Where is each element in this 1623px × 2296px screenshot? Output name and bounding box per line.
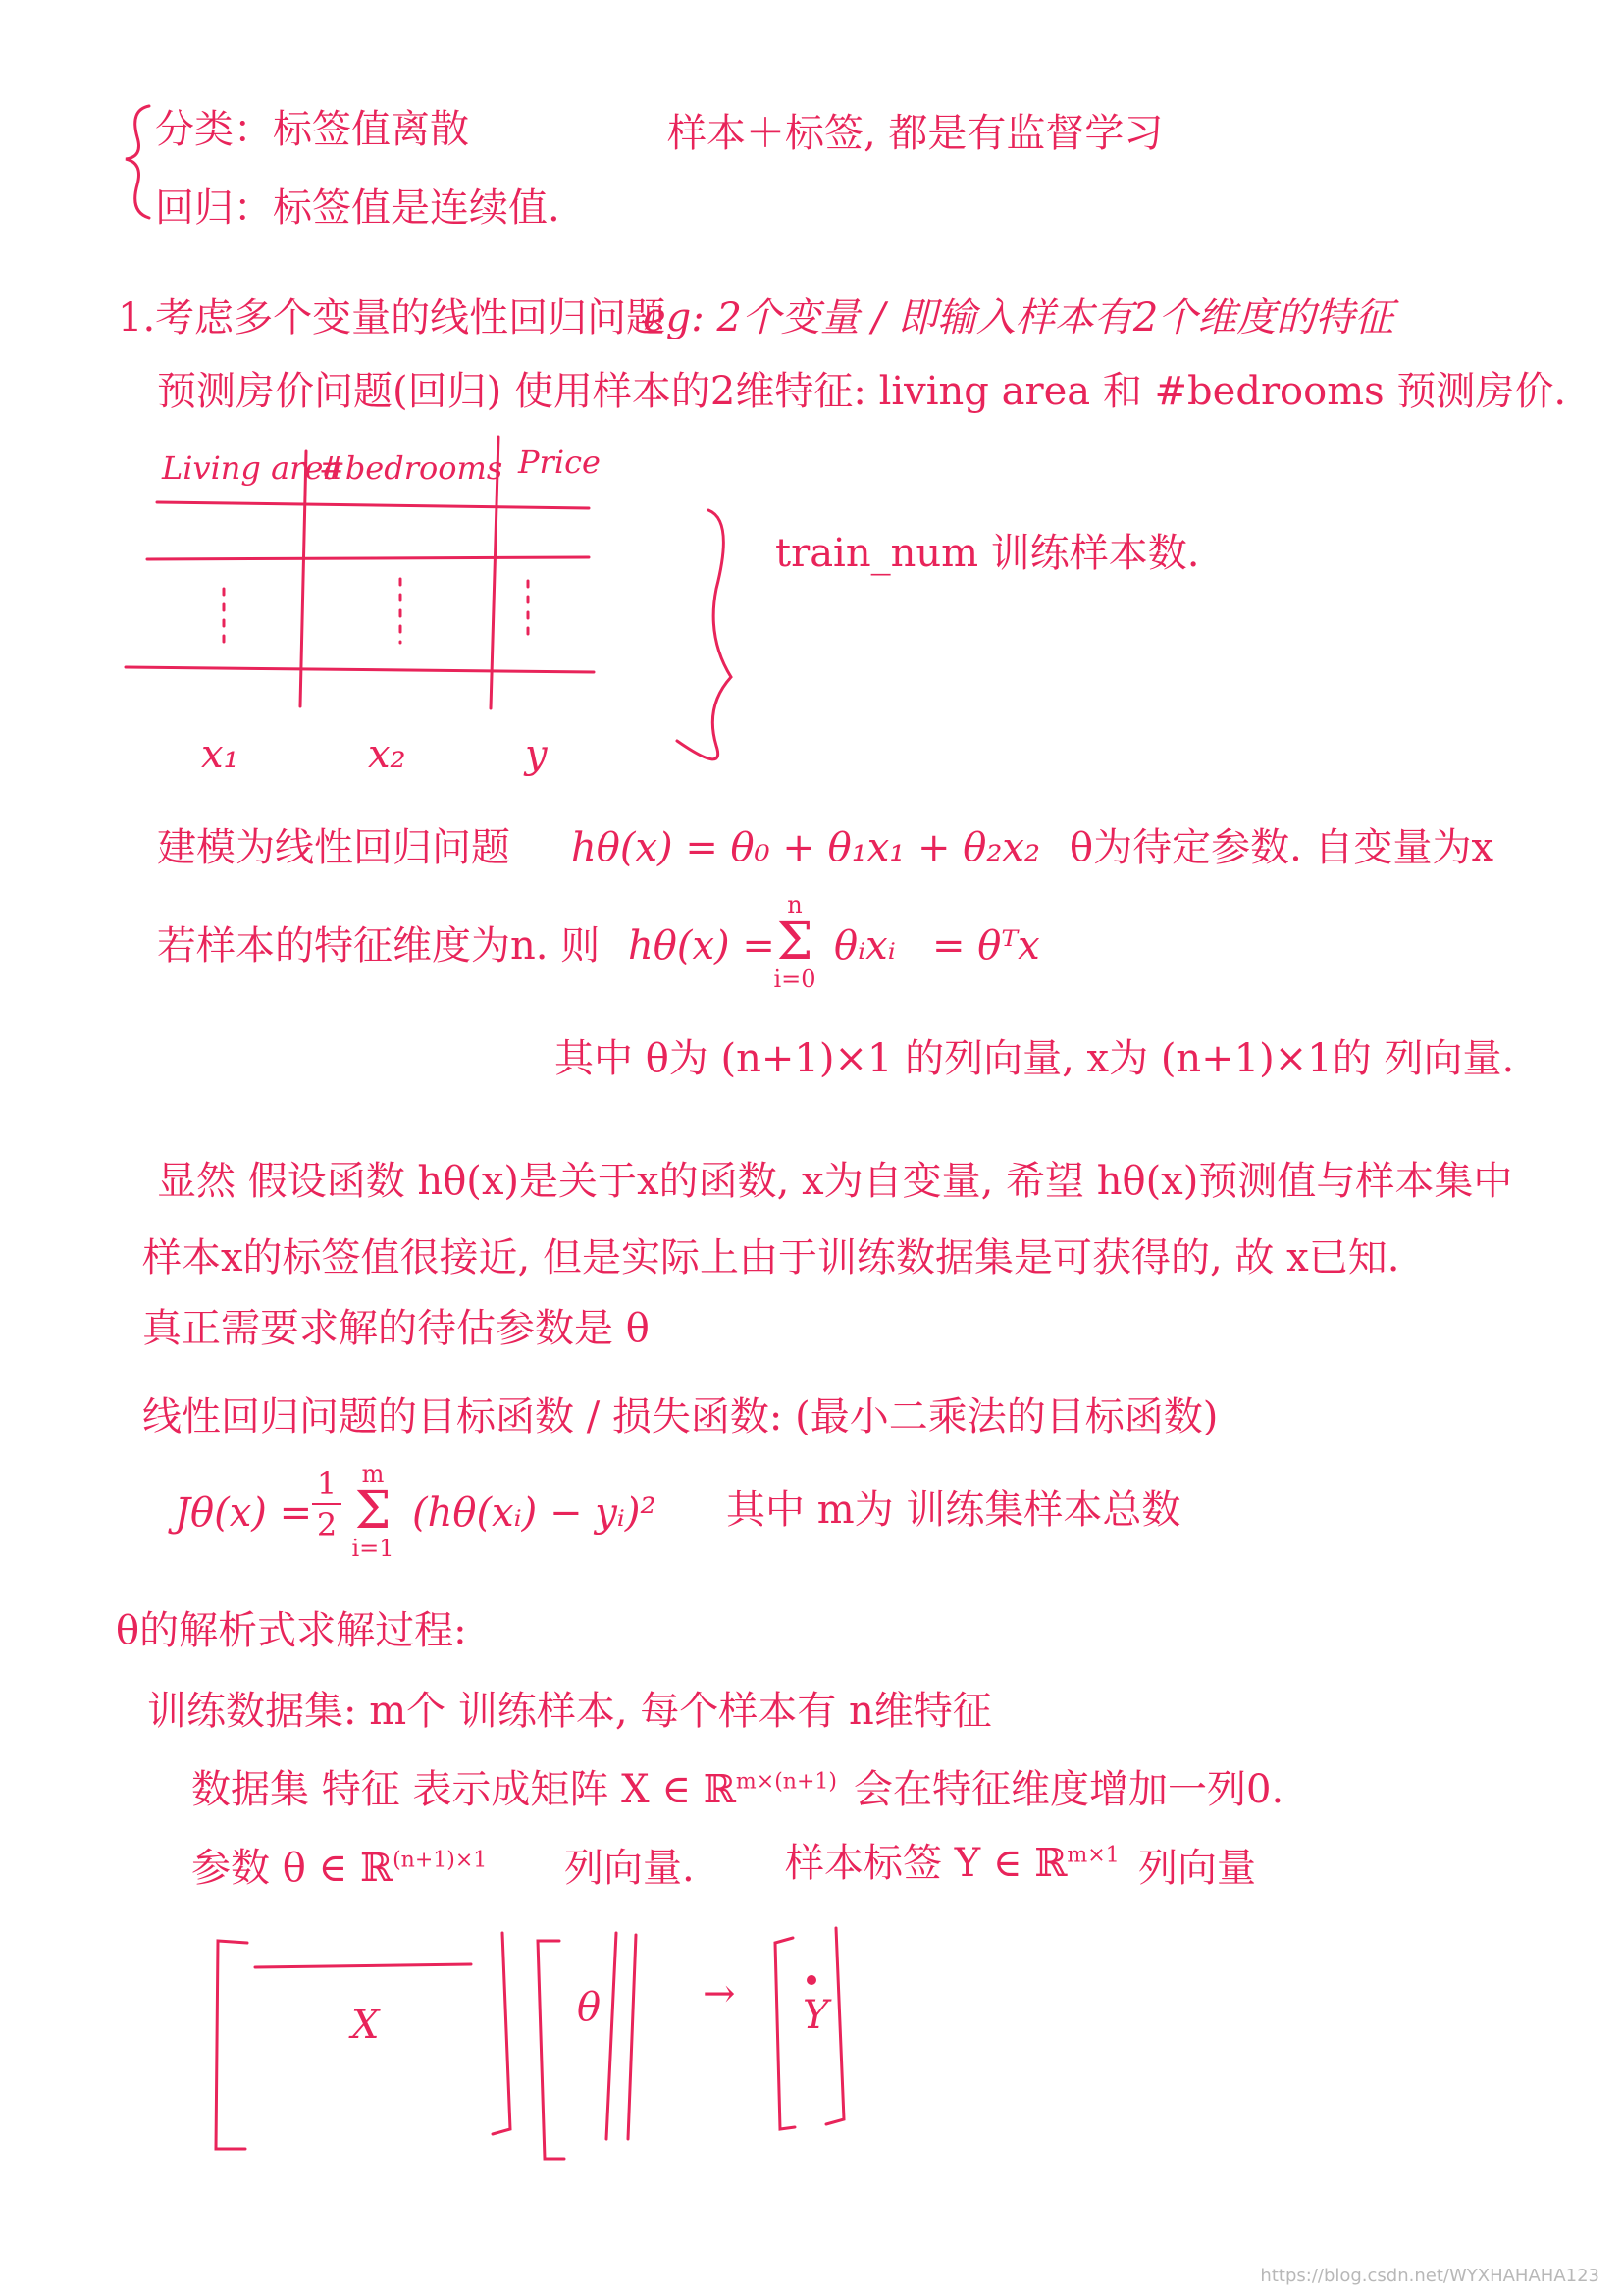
- train-brace-icon: [677, 510, 731, 759]
- matrix-theta-left-bracket: [538, 1941, 564, 2159]
- solution-heading: θ的解析式求解过程:: [116, 1608, 467, 1653]
- solution-line1: 训练数据集: m个 训练样本, 每个样本有 n维特征: [147, 1689, 992, 1734]
- paragraph-line3: 真正需要求解的待估参数是 θ: [142, 1306, 650, 1351]
- solution-line3-end: 列向量: [1138, 1846, 1256, 1891]
- table-col-rule-2: [491, 437, 498, 708]
- table-header-living-area: Living area: [162, 449, 342, 487]
- solution-line3-text: 参数 θ ∈ ℝ: [191, 1846, 393, 1891]
- dims-note: 其中 θ为 (n+1)×1 的列向量, x为 (n+1)×1的 列向量.: [554, 1036, 1515, 1081]
- general-label: 若样本的特征维度为n. 则: [157, 923, 601, 968]
- section1-heading: 1.考虑多个变量的线性回归问题: [118, 295, 666, 340]
- general-sum-top: n: [787, 891, 803, 918]
- solution-line2-text: 数据集 特征 表示成矩阵 X ∈ ℝ: [191, 1767, 736, 1812]
- solution-line3-mid: 列向量.: [564, 1846, 695, 1891]
- general-rhs: = θᵀx: [932, 923, 1040, 968]
- matrix-x-label: X: [351, 2003, 380, 2048]
- sigma-icon: Σ: [776, 913, 813, 971]
- watermark: https://blog.csdn.net/WYXHAHAHA123: [1260, 2266, 1599, 2286]
- matrix-y-left-bracket: [775, 1938, 795, 2129]
- loss-sum-top: m: [361, 1460, 385, 1487]
- regression-line: 回归：标签值是连续值.: [155, 185, 560, 231]
- loss-label: 线性回归问题的目标函数 / 损失函数: (最小二乘法的目标函数): [142, 1394, 1219, 1439]
- train-num-note: train_num 训练样本数.: [775, 531, 1200, 576]
- loss-frac-den: 2: [316, 1506, 338, 1543]
- general-sum-bottom: i=0: [773, 965, 816, 993]
- loss-lhs: Jθ(x) =: [175, 1490, 313, 1536]
- matrix-y-right-bracket: [826, 1928, 844, 2124]
- table-header-bedrooms: #bedrooms: [319, 449, 503, 487]
- paragraph-line1: 显然 假设函数 hθ(x)是关于x的函数, x为自变量, 希望 hθ(x)预测值与样本集中: [157, 1159, 1513, 1204]
- sigma-icon: Σ: [354, 1482, 392, 1540]
- section1-line2: 预测房价问题(回归) 使用样本的2维特征: living area 和 #bedrooms 预测房价.: [157, 369, 1567, 414]
- table-var-x2: x₂: [368, 732, 406, 777]
- matrix-x-right-bracket: [493, 1933, 510, 2134]
- loss-note: 其中 m为 训练集样本总数: [726, 1487, 1181, 1533]
- matrix-y-label: Y: [803, 1993, 829, 2038]
- paragraph-line2: 样本x的标签值很接近, 但是实际上由于训练数据集是可获得的, 故 x已知.: [142, 1235, 1400, 1280]
- model-label: 建模为线性回归问题: [157, 825, 510, 870]
- loss-sum-bottom: i=1: [351, 1535, 394, 1562]
- solution-line3-label-sup: m×1: [1067, 1843, 1120, 1868]
- table-row-rule-1: [147, 557, 589, 559]
- solution-line3-sup: (n+1)×1: [393, 1848, 488, 1873]
- section1-eg: eg: 2个变量 / 即输入样本有2个维度的特征: [643, 295, 1394, 340]
- classification-line: 分类：标签值离散: [155, 107, 469, 152]
- table-var-y: y: [525, 732, 548, 777]
- general-term: θᵢxᵢ: [834, 923, 896, 968]
- matrix-theta-inner-lines: [606, 1933, 636, 2139]
- solution-line3-label-text: 样本标签 Y ∈ ℝ: [785, 1841, 1068, 1886]
- intro-brace-icon: [126, 106, 149, 218]
- matrix-theta-label: θ: [577, 1985, 602, 2030]
- model-formula: hθ(x) = θ₀ + θ₁x₁ + θ₂x₂: [571, 825, 1040, 870]
- loss-frac-num: 1: [316, 1465, 338, 1502]
- solution-line2-note: 会在特征维度增加一列0.: [854, 1767, 1284, 1812]
- solution-line2-sup: m×(n+1): [735, 1769, 837, 1795]
- matrix-x-left-bracket: [216, 1941, 247, 2149]
- table-header-price: Price: [518, 444, 601, 481]
- supervised-note: 样本＋标签, 都是有监督学习: [667, 111, 1164, 156]
- table-header-rule: [157, 502, 589, 508]
- matrix-x-top-rule: [255, 1964, 471, 1967]
- loss-term: (hθ(xᵢ) − yᵢ)²: [412, 1490, 656, 1536]
- model-param-note: θ为待定参数. 自变量为x: [1070, 825, 1494, 870]
- matrix-arrow-icon: →: [703, 1971, 736, 2016]
- y-dot-icon: [807, 1975, 816, 1985]
- general-lhs: hθ(x) =: [628, 923, 775, 968]
- table-row-rule-2: [126, 667, 594, 672]
- table-var-x1: x₁: [201, 732, 239, 777]
